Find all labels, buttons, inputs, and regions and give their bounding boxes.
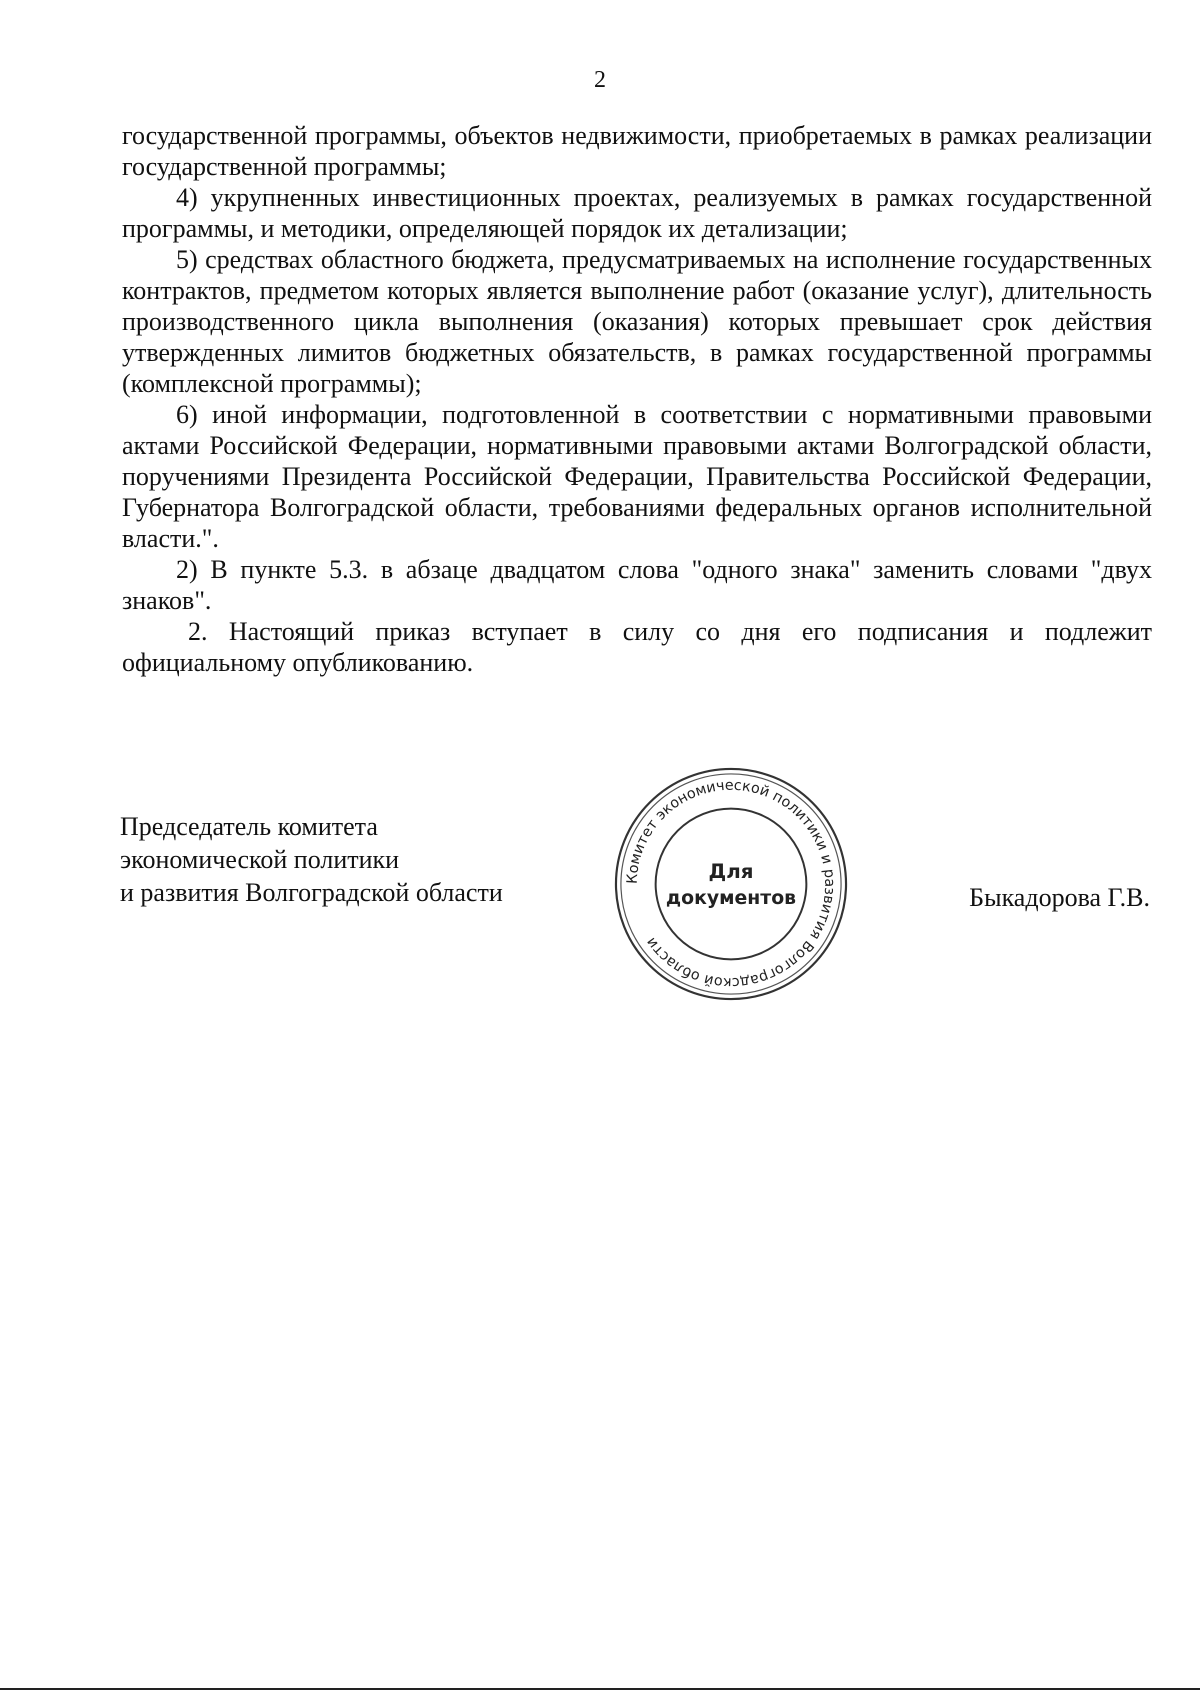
official-stamp [612,765,850,1003]
signatory-name: Быкадорова Г.В. [969,883,1150,912]
paragraph-amendment-2: 2) В пункте 5.3. в абзаце двадцатом слова "одного знака" заменить словами "двух знаков". [122,555,1152,615]
page-bottom-rule [0,1688,1200,1690]
document-body [122,120,1152,678]
stamp-center-line1: Для [708,860,754,884]
signatory-position-line: и развития Волгоградской области [120,878,503,907]
signatory-position [120,810,580,909]
signatory-position-line: экономической политики [120,845,400,874]
paragraph-clause-2: 2. Настоящий приказ вступает в силу со дня его подписания и подлежит официальному опубликованию. [122,617,1152,677]
stamp-outer-ring-inner [621,774,841,994]
stamp-ring-text: Комитет экономической политики и развития Волгоградской области [624,777,838,991]
paragraph-item-5: 5) средствах областного бюджета, предусматриваемых на исполнение государственных контрактов, предметом которых является выполнение работ (оказание услуг), длительность производственного цикла выполнения (оказания) которых превышает срок действия утвержденных лимитов бюджетных обязательств, в рамках государственной программы (комплексной программы); [122,245,1152,398]
signatory-position-line: Председатель комитета [120,812,378,841]
paragraph-continuation: государственной программы, объектов недвижимости, приобретаемых в рамках реализации государственной программы; [122,121,1152,181]
stamp-inner-ring [656,809,807,960]
paragraph-item-6: 6) иной информации, подготовленной в соответствии с нормативными правовыми актами Российской Федерации, нормативными правовыми актами Волгоградской области, поручениями Президента Российской Федерации, Правительства Российской Федерации, Губернатора Волгоградской области, требованиями федеральных органов исполнительной власти.". [122,400,1152,553]
page-number: 2 [594,67,606,93]
stamp-outer-ring [616,769,846,999]
stamp-center-line2: документов [665,887,797,909]
paragraph-item-4: 4) укрупненных инвестиционных проектах, реализуемых в рамках государственной программы, и методики, определяющей порядок их детализации; [122,183,1152,243]
